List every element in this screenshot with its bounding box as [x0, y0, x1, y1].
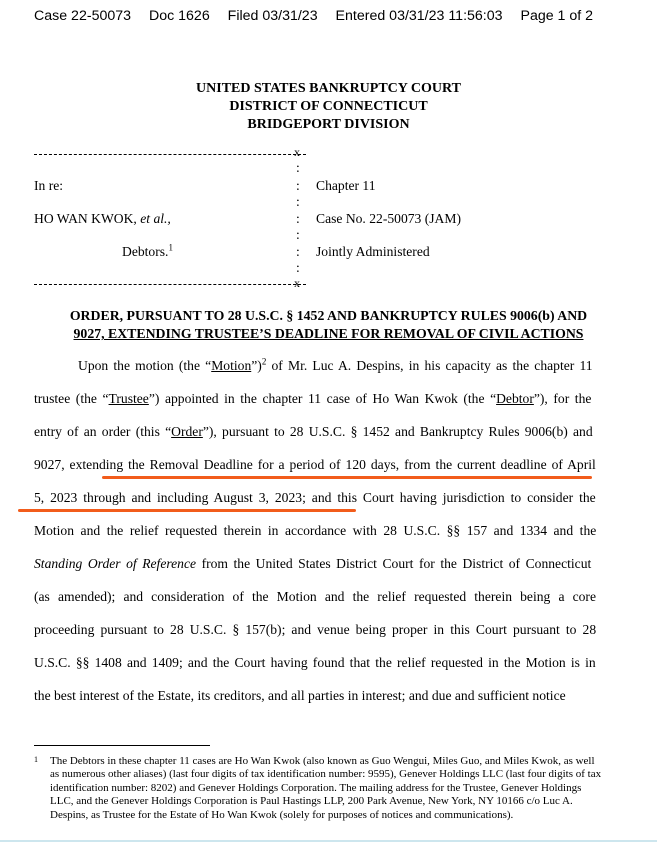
body-line-5: 5, 2023 through and including August 3, 2023; and this Court having jurisdiction to consider the — [34, 490, 596, 505]
body-text: entry of an order (this “ — [34, 424, 172, 439]
body-text: ”) appointed in the chapter 11 case of Ho Wan Kwok (the “ — [148, 391, 497, 406]
debtors-text: Debtors. — [122, 244, 169, 259]
caption-top-x: x — [294, 145, 300, 159]
body-text: trustee (the “ — [34, 391, 109, 406]
admin-label: Jointly Administered — [316, 244, 430, 259]
body-line-9: proceeding pursuant to 28 U.S.C. § 157(b); and venue being proper in this Court pursuant to 28 — [34, 622, 597, 637]
body-line-10: U.S.C. §§ 1408 and 1409; and the Court having found that the relief requested in the Motion is in — [34, 655, 596, 670]
footnote-ref: 2 — [261, 356, 267, 367]
defined-term-motion: Motion — [211, 358, 252, 373]
highlight-underline — [102, 476, 592, 479]
court-name: UNITED STATES BANKRUPTCY COURT — [196, 81, 461, 96]
body-line-1 — [78, 358, 596, 374]
footnote — [34, 755, 604, 822]
standing-order-title: Standing Order of Reference — [34, 556, 197, 571]
et-al: et al., — [140, 211, 171, 226]
chapter-label: Chapter 11 — [316, 178, 376, 193]
caption-dot: : — [296, 227, 300, 242]
body-line-7 — [34, 556, 596, 572]
case-number: Case 22-50073 — [34, 8, 132, 24]
caption-dot: : — [296, 260, 300, 275]
body-line-3 — [34, 424, 596, 440]
body-text: ”), pursuant to 28 U.S.C. § 1452 and Bankruptcy Rules 9006(b) and — [202, 424, 593, 439]
in-re-label: In re: — [34, 178, 64, 193]
filed-date: Filed 03/31/23 — [227, 8, 318, 24]
debtor-name — [34, 211, 171, 227]
entered-date: Entered 03/31/23 11:56:03 — [335, 8, 503, 24]
body-line-4: 9027, extending the Removal Deadline for a period of 120 days, from the current deadline of April — [34, 457, 596, 472]
order-title-line1: ORDER, PURSUANT TO 28 U.S.C. § 1452 AND BANKRUPTCY RULES 9006(b) AND — [69, 308, 588, 323]
court-division: BRIDGEPORT DIVISION — [247, 117, 410, 132]
order-title — [0, 307, 657, 343]
case-no-label: Case No. 22-50073 (JAM) — [316, 211, 461, 226]
footnote-ref: 1 — [168, 242, 173, 253]
body-line-6: Motion and the relief requested therein in accordance with 28 U.S.C. §§ 157 and 1334 and the — [34, 523, 597, 538]
body-text: from the United States District Court for the District of Connecticut — [196, 556, 592, 571]
footnote-number: 1 — [34, 755, 38, 764]
body-text: ”) — [251, 358, 262, 373]
highlight-underline — [18, 509, 356, 512]
court-district: DISTRICT OF CONNECTICUT — [229, 99, 428, 114]
caption-dot: : — [296, 160, 300, 175]
page-indicator: Page 1 of 2 — [520, 8, 594, 24]
filing-header — [34, 8, 607, 24]
defined-term-debtor: Debtor — [496, 391, 534, 406]
body-text: ”), for the — [533, 391, 592, 406]
body-text: of Mr. Luc A. Despins, in his capacity as the chapter 11 — [266, 358, 593, 373]
footnote-divider — [34, 745, 210, 746]
body-line-8: (as amended); and consideration of the Motion and the relief requested therein being a core — [34, 589, 596, 604]
caption-bottom-x: x — [294, 276, 300, 290]
debtor-name-text: HO WAN KWOK, — [34, 211, 137, 226]
defined-term-order: Order — [171, 424, 203, 439]
body-line-2 — [34, 391, 596, 407]
body-line-11: the best interest of the Estate, its creditors, and all parties in interest; and due and sufficient notice — [34, 688, 566, 703]
caption-colon: : — [296, 211, 300, 226]
caption-dot: : — [296, 194, 300, 209]
caption-bottom-divider — [34, 284, 306, 285]
doc-number: Doc 1626 — [148, 8, 210, 24]
court-heading — [0, 80, 657, 134]
footnote-text: The Debtors in these chapter 11 cases are Ho Wan Kwok (also known as Guo Wengui, Miles Guo, and Miles Kwok, as well as numerous other aliases) (last four digits of tax identification number: 9595), Genever Holdings LLC (last four digits of tax identification number: 8202) and Genever Holdings Corporation. The mailing address for the Trustee, Genever Holdings LLC, and the Genever Holdings Corporation is Paul Hastings LLP, 200 Park Avenue, New York, NY 10166 c/o Luc A. Despins, as Trustee for the Estate of Ho Wan Kwok (solely for purposes of notices and communications). — [50, 755, 602, 821]
defined-term-trustee: Trustee — [108, 391, 149, 406]
body-text: Upon the motion (the “ — [78, 358, 212, 373]
caption-colon: : — [296, 178, 300, 193]
debtors-label — [122, 244, 173, 260]
caption-top-divider — [34, 154, 306, 155]
order-title-line2: 9027, EXTENDING TRUSTEE’S DEADLINE FOR REMOVAL OF CIVIL ACTIONS — [73, 326, 584, 341]
caption-colon: : — [296, 244, 300, 259]
